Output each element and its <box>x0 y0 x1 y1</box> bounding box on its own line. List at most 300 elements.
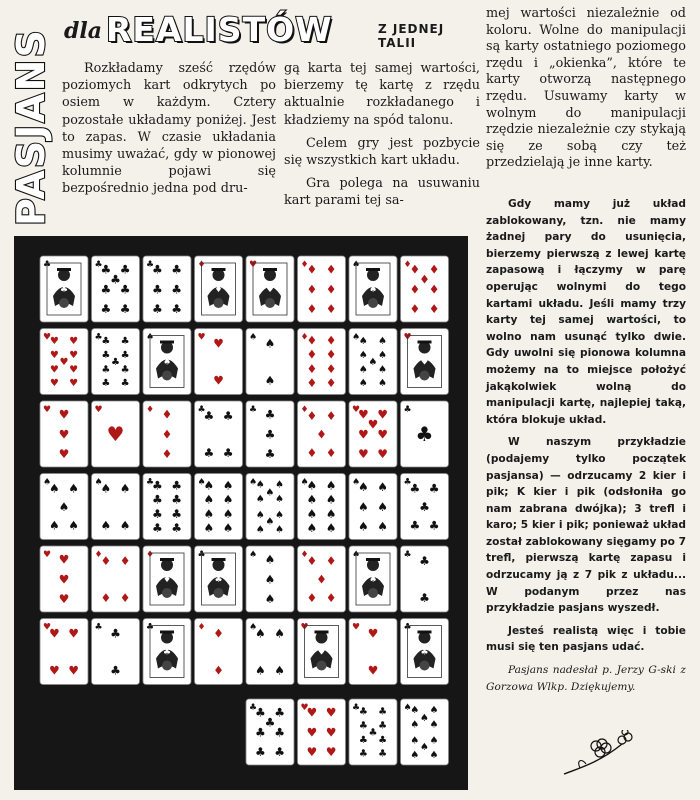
svg-text:♥: ♥ <box>377 427 388 442</box>
svg-text:♦: ♦ <box>300 332 309 343</box>
svg-text:♣: ♣ <box>428 481 440 496</box>
svg-text:♣: ♣ <box>274 745 285 760</box>
svg-text:♣: ♣ <box>419 499 430 514</box>
svg-text:♣: ♣ <box>403 405 412 415</box>
svg-text:♥: ♥ <box>58 572 70 587</box>
svg-text:♦: ♦ <box>325 282 337 297</box>
svg-text:♣: ♣ <box>378 706 388 718</box>
svg-text:♠: ♠ <box>146 332 155 343</box>
svg-text:♣: ♣ <box>171 282 182 297</box>
svg-text:♣: ♣ <box>409 481 421 496</box>
svg-text:♠: ♠ <box>378 378 388 390</box>
svg-text:♠: ♠ <box>222 492 234 507</box>
svg-text:♣: ♣ <box>119 302 131 317</box>
svg-text:♣: ♣ <box>264 715 276 730</box>
svg-text:♠: ♠ <box>58 499 70 514</box>
svg-text:♦: ♦ <box>100 590 112 605</box>
svg-text:♣: ♣ <box>101 378 111 390</box>
svg-text:♣: ♣ <box>171 507 182 522</box>
svg-text:♥: ♥ <box>49 349 59 361</box>
playing-card <box>92 619 140 685</box>
svg-text:♦: ♦ <box>306 408 318 423</box>
svg-text:♣: ♣ <box>264 407 276 422</box>
svg-text:♠: ♠ <box>255 494 265 506</box>
svg-text:♥: ♥ <box>317 647 326 658</box>
svg-text:♥: ♥ <box>358 427 369 442</box>
playing-card <box>40 619 88 685</box>
playing-card <box>40 256 88 322</box>
svg-text:♥: ♥ <box>420 357 429 368</box>
svg-text:♣: ♣ <box>358 734 368 746</box>
playing-card <box>246 619 294 685</box>
svg-text:♠: ♠ <box>274 663 285 678</box>
playing-card <box>401 401 449 467</box>
svg-text:♦: ♦ <box>197 260 206 270</box>
svg-text:♠: ♠ <box>429 735 439 747</box>
svg-text:♠: ♠ <box>410 750 420 762</box>
svg-text:♠: ♠ <box>377 519 388 534</box>
text-column-3 <box>486 6 686 178</box>
svg-text:♠: ♠ <box>203 520 215 535</box>
svg-text:♦: ♦ <box>428 302 440 317</box>
svg-text:♠: ♠ <box>377 499 388 514</box>
flower-ornament-icon <box>560 730 640 780</box>
svg-text:♦: ♦ <box>316 572 327 587</box>
header <box>62 8 482 54</box>
svg-text:♣: ♣ <box>249 405 258 415</box>
svg-text:♦: ♦ <box>325 362 337 377</box>
svg-text:♥: ♥ <box>213 336 224 351</box>
svg-text:♠: ♠ <box>352 550 361 560</box>
svg-text:♣: ♣ <box>152 492 163 507</box>
svg-text:♥: ♥ <box>69 335 79 347</box>
svg-text:♠: ♠ <box>162 357 172 368</box>
svg-text:♦: ♦ <box>409 262 421 277</box>
svg-text:♦: ♦ <box>306 553 318 568</box>
vertical-title-text: PASJANS <box>9 28 53 226</box>
svg-text:♠: ♠ <box>100 481 112 496</box>
playing-card <box>298 329 346 395</box>
svg-text:♠: ♠ <box>275 479 285 491</box>
svg-text:♠: ♠ <box>368 357 378 369</box>
svg-text:♥: ♥ <box>58 427 70 442</box>
svg-text:♣: ♣ <box>152 507 163 522</box>
svg-text:♠: ♠ <box>197 477 206 488</box>
svg-text:♣: ♣ <box>100 262 112 277</box>
svg-text:♣: ♣ <box>358 720 368 732</box>
svg-text:♠: ♠ <box>410 705 420 717</box>
text-column-4 <box>486 196 686 701</box>
svg-text:♣: ♣ <box>94 332 103 343</box>
svg-text:♥: ♥ <box>306 705 318 720</box>
playing-card <box>143 474 191 540</box>
svg-text:♠: ♠ <box>358 378 368 390</box>
svg-text:♠: ♠ <box>358 499 369 514</box>
svg-text:♥: ♥ <box>300 703 309 713</box>
svg-text:♣: ♣ <box>222 445 234 460</box>
svg-text:♣: ♣ <box>94 260 103 270</box>
text-column-1 <box>62 60 276 204</box>
svg-text:♣: ♣ <box>378 734 388 746</box>
paragraph: Gdy mamy już układ zablokowany, tzn. nie mamy żadnej pary do usunięcia, bierzemy pierwszą z lewej kartę zapasową i łączymy w parę operując wolnymi do tego kartami układu. Jeśli mamy trzy karty tej samej wartości, to wolno nam usunąć tylko dwie. Gdy uwolni się pionowa kolumna możemy na to miejsce położyć jakąkolwiek wolną do manipulacji kartę, najlepiej taką, która blokuje układ. <box>486 198 686 426</box>
svg-text:♣: ♣ <box>428 518 440 533</box>
svg-text:♠: ♠ <box>420 713 429 725</box>
svg-text:♥: ♥ <box>403 332 412 343</box>
svg-text:♣: ♣ <box>378 720 388 732</box>
playing-card <box>40 329 88 395</box>
svg-text:♥: ♥ <box>69 349 79 361</box>
paragraph: Jesteś realistą więc i tobie musi się ten pasjans udać. <box>486 624 686 654</box>
svg-text:♣: ♣ <box>378 748 388 760</box>
svg-text:♠: ♠ <box>300 477 309 488</box>
svg-text:♥: ♥ <box>43 332 52 343</box>
svg-text:♠: ♠ <box>203 478 215 493</box>
svg-text:♦: ♦ <box>306 445 318 460</box>
svg-text:♣: ♣ <box>119 262 131 277</box>
svg-text:♥: ♥ <box>58 592 70 607</box>
playing-card <box>143 401 191 467</box>
svg-text:♥: ♥ <box>49 626 60 641</box>
playing-card <box>246 474 294 540</box>
svg-text:♦: ♦ <box>325 347 337 362</box>
svg-text:♣: ♣ <box>203 408 215 423</box>
svg-text:♥: ♥ <box>325 745 337 760</box>
svg-text:♠: ♠ <box>429 705 439 717</box>
svg-text:♥: ♥ <box>59 357 69 369</box>
svg-text:♠: ♠ <box>264 552 276 567</box>
svg-text:♥: ♥ <box>43 405 52 415</box>
playing-card <box>246 699 294 765</box>
playing-card <box>40 546 88 612</box>
svg-text:♣: ♣ <box>274 705 285 720</box>
paragraph: Rozkładamy sześć rzędów poziomych kart odkrytych po osiem w każdym. Cztery pozostałe układamy poniżej. Jest to zapas. W czasie układania musimy uważać, gdy w pionowej kolumnie pojawi się bezpośrednio jedna pod dru- <box>62 61 276 197</box>
svg-text:♥: ♥ <box>69 364 79 376</box>
svg-text:♦: ♦ <box>119 590 131 605</box>
playing-card <box>349 619 397 685</box>
vertical-title <box>8 14 54 234</box>
svg-text:♦: ♦ <box>325 553 337 568</box>
playing-card <box>92 329 140 395</box>
svg-text:♥: ♥ <box>69 378 79 390</box>
svg-text:♦: ♦ <box>300 405 309 415</box>
svg-text:♦: ♦ <box>409 302 421 317</box>
svg-text:♦: ♦ <box>146 550 155 560</box>
playing-card <box>195 256 243 322</box>
svg-text:♥: ♥ <box>377 447 388 462</box>
svg-text:♠: ♠ <box>119 518 131 533</box>
svg-text:♠: ♠ <box>358 480 369 495</box>
svg-text:♠: ♠ <box>255 479 265 491</box>
svg-text:♦: ♦ <box>306 333 318 348</box>
svg-text:♣: ♣ <box>94 622 103 633</box>
svg-text:♠: ♠ <box>119 481 131 496</box>
svg-text:♥: ♥ <box>352 405 361 415</box>
svg-text:♣: ♣ <box>110 663 121 678</box>
svg-text:♥: ♥ <box>306 745 318 760</box>
svg-text:♣: ♣ <box>110 626 121 641</box>
playing-card <box>143 329 191 395</box>
svg-text:♣: ♣ <box>222 408 234 423</box>
svg-text:♣: ♣ <box>152 520 163 535</box>
svg-text:♦: ♦ <box>213 626 224 641</box>
svg-text:♦: ♦ <box>306 262 318 277</box>
svg-text:♣: ♣ <box>358 748 368 760</box>
svg-text:♦: ♦ <box>325 590 337 605</box>
svg-text:♥: ♥ <box>249 260 258 270</box>
svg-text:♠: ♠ <box>410 735 420 747</box>
playing-card <box>246 256 294 322</box>
svg-text:♠: ♠ <box>306 478 318 493</box>
svg-text:♠: ♠ <box>368 285 378 295</box>
svg-text:♦: ♦ <box>100 553 112 568</box>
svg-text:♦: ♦ <box>306 590 318 605</box>
playing-card <box>40 474 88 540</box>
header-dla: dla <box>64 18 102 44</box>
svg-text:♥: ♥ <box>367 663 379 678</box>
svg-text:♣: ♣ <box>419 590 430 605</box>
svg-text:♠: ♠ <box>255 663 266 678</box>
svg-text:♣: ♣ <box>111 357 120 369</box>
svg-text:♠: ♠ <box>429 719 439 731</box>
svg-text:♠: ♠ <box>420 742 429 754</box>
svg-text:♦: ♦ <box>161 427 173 442</box>
svg-text:♦: ♦ <box>162 575 172 585</box>
svg-text:♠: ♠ <box>378 335 388 347</box>
svg-text:♠: ♠ <box>203 492 215 507</box>
svg-text:♠: ♠ <box>249 622 258 633</box>
playing-card <box>92 546 140 612</box>
svg-text:♠: ♠ <box>49 481 60 496</box>
svg-text:♦: ♦ <box>300 260 309 270</box>
playing-card <box>195 619 243 685</box>
svg-text:♠: ♠ <box>255 524 265 536</box>
svg-text:♥: ♥ <box>367 626 379 641</box>
svg-text:♦: ♦ <box>161 407 173 422</box>
svg-text:♣: ♣ <box>162 647 172 658</box>
svg-text:♦: ♦ <box>409 282 421 297</box>
svg-text:♠: ♠ <box>275 494 285 506</box>
svg-text:♣: ♣ <box>171 262 182 277</box>
playing-card <box>349 401 397 467</box>
svg-text:♦: ♦ <box>403 260 412 270</box>
playing-card <box>195 546 243 612</box>
svg-text:♠: ♠ <box>265 516 275 528</box>
svg-text:♠: ♠ <box>255 510 265 522</box>
playing-card <box>92 256 140 322</box>
svg-text:♦: ♦ <box>213 663 224 678</box>
svg-text:♦: ♦ <box>325 408 337 423</box>
playing-card <box>298 699 346 765</box>
svg-text:♠: ♠ <box>358 364 368 376</box>
svg-text:♥: ♥ <box>68 663 79 678</box>
playing-card <box>401 546 449 612</box>
svg-text:♣: ♣ <box>152 282 163 297</box>
svg-text:♣: ♣ <box>110 272 121 287</box>
paragraph: Celem gry jest pozbycie się wszystkich kart układu. <box>284 135 480 169</box>
svg-text:♣: ♣ <box>120 349 130 361</box>
svg-text:♥: ♥ <box>49 378 59 390</box>
svg-text:♣: ♣ <box>120 364 130 376</box>
svg-text:♣: ♣ <box>101 349 111 361</box>
svg-text:♣: ♣ <box>171 302 182 317</box>
svg-text:♥: ♥ <box>49 663 60 678</box>
text-column-2 <box>284 60 480 216</box>
svg-text:♦: ♦ <box>161 447 173 462</box>
svg-text:♣: ♣ <box>197 550 206 560</box>
playing-card <box>401 329 449 395</box>
svg-text:♥: ♥ <box>49 364 59 376</box>
svg-text:♣: ♣ <box>358 706 368 718</box>
svg-text:♠: ♠ <box>264 592 276 607</box>
svg-text:♣: ♣ <box>420 647 429 658</box>
paragraph: mej wartości niezależnie od koloru. Wolne do manipulacji są karty ostatniego poziomego rzędu i „okienka”, które te karty otworzą następnego rzędu. Usuwamy karty w wolnym do manipulacji rzędzie niezależnie czy stykają się ze sobą czy też przedzielają je inne karty. <box>486 6 686 171</box>
svg-text:♦: ♦ <box>428 262 440 277</box>
svg-text:♣: ♣ <box>171 478 182 493</box>
svg-text:♣: ♣ <box>403 622 412 633</box>
playing-card <box>298 546 346 612</box>
svg-text:♦: ♦ <box>306 375 318 390</box>
svg-text:♠: ♠ <box>410 719 420 731</box>
svg-text:♣: ♣ <box>264 427 276 442</box>
playing-card <box>195 401 243 467</box>
svg-text:♣: ♣ <box>43 260 52 270</box>
svg-text:♦: ♦ <box>300 550 309 560</box>
svg-text:♣: ♣ <box>120 335 130 347</box>
svg-text:♠: ♠ <box>358 349 368 361</box>
svg-text:♥: ♥ <box>58 552 70 567</box>
svg-text:♥: ♥ <box>68 626 79 641</box>
svg-text:♠: ♠ <box>94 477 103 488</box>
svg-text:♠: ♠ <box>222 507 234 522</box>
svg-text:♠: ♠ <box>358 519 369 534</box>
svg-text:♣: ♣ <box>409 518 421 533</box>
svg-text:♥: ♥ <box>94 405 103 415</box>
svg-text:♠: ♠ <box>325 492 337 507</box>
svg-text:♠: ♠ <box>264 373 276 388</box>
svg-text:♥: ♥ <box>213 373 224 388</box>
svg-text:♦: ♦ <box>146 405 155 415</box>
playing-card <box>195 329 243 395</box>
svg-text:♠: ♠ <box>249 550 258 560</box>
svg-text:♦: ♦ <box>325 262 337 277</box>
svg-text:♣: ♣ <box>203 445 215 460</box>
playing-card <box>298 619 346 685</box>
svg-text:♠: ♠ <box>325 478 337 493</box>
playing-card <box>246 401 294 467</box>
svg-text:♣: ♣ <box>59 285 69 295</box>
svg-text:♠: ♠ <box>43 477 52 488</box>
svg-text:♣: ♣ <box>119 282 131 297</box>
paragraph: W naszym przykładzie (podajemy tylko początek pasjansa) — odrzucamy 2 kier i pik; K kier i pik (odsłoniła go nam zabrana dwójka); 3 trefl i karo; 5 kier i pik; ponieważ układ został zablokowany sięgamy po 7 trefl, pierwszą kartę zapasu i odrzucamy ją z 7 pik z układu... W podanym przez nas przykładzie pasjans wyszedł. <box>486 436 686 615</box>
svg-text:♠: ♠ <box>274 626 285 641</box>
svg-text:♠: ♠ <box>306 520 318 535</box>
svg-text:♣: ♣ <box>368 727 378 739</box>
svg-text:♣: ♣ <box>100 282 112 297</box>
playing-card <box>349 329 397 395</box>
svg-text:♠: ♠ <box>358 335 368 347</box>
svg-text:♣: ♣ <box>255 725 266 740</box>
paragraph: Gra polega na usuwaniu kart parami tej sa- <box>284 176 480 209</box>
svg-text:♣: ♣ <box>146 260 155 270</box>
svg-text:♣: ♣ <box>171 492 182 507</box>
svg-text:♥: ♥ <box>377 407 388 422</box>
svg-text:♣: ♣ <box>100 302 112 317</box>
playing-card <box>401 619 449 685</box>
svg-text:♥: ♥ <box>43 622 52 633</box>
playing-card <box>298 256 346 322</box>
svg-text:♠: ♠ <box>377 480 388 495</box>
playing-card <box>40 401 88 467</box>
header-subtitle: Z JEDNEJ TALII <box>378 22 445 50</box>
svg-text:♥: ♥ <box>325 705 337 720</box>
svg-text:♠: ♠ <box>222 478 234 493</box>
svg-text:♣: ♣ <box>146 622 155 633</box>
svg-text:♠: ♠ <box>352 477 361 488</box>
svg-text:♦: ♦ <box>325 333 337 348</box>
svg-text:♦: ♦ <box>94 550 103 560</box>
svg-text:♦: ♦ <box>197 622 206 633</box>
svg-text:♠: ♠ <box>378 364 388 376</box>
svg-text:♦: ♦ <box>316 427 327 442</box>
svg-text:♠: ♠ <box>255 626 266 641</box>
signature: Pasjans nadesłał p. Jerzy G-ski z Gorzowa Wlkp. Dziękujemy. <box>486 664 686 693</box>
svg-text:♣: ♣ <box>101 364 111 376</box>
svg-text:♣: ♣ <box>249 703 258 713</box>
playing-card <box>143 546 191 612</box>
svg-text:♣: ♣ <box>214 575 223 585</box>
svg-text:♦: ♦ <box>306 347 318 362</box>
playing-card <box>401 474 449 540</box>
svg-text:♣: ♣ <box>419 553 430 568</box>
svg-text:♥: ♥ <box>49 335 59 347</box>
svg-text:♠: ♠ <box>306 492 318 507</box>
svg-text:♠: ♠ <box>306 507 318 522</box>
svg-text:♣: ♣ <box>101 335 111 347</box>
svg-text:♣: ♣ <box>255 745 266 760</box>
svg-text:♥: ♥ <box>325 725 337 740</box>
svg-text:♥: ♥ <box>367 417 379 432</box>
svg-text:♠: ♠ <box>222 520 234 535</box>
svg-text:♠: ♠ <box>378 349 388 361</box>
svg-text:♠: ♠ <box>352 260 361 270</box>
svg-text:♥: ♥ <box>58 407 70 422</box>
svg-text:♥: ♥ <box>197 332 206 343</box>
paragraph: gą karta tej samej wartości, bierzemy tę kartę z rzędu aktualnie rozkładanego i kładziemy na spód talonu. <box>284 61 480 128</box>
svg-text:♠: ♠ <box>249 477 258 488</box>
svg-text:♣: ♣ <box>274 725 285 740</box>
svg-text:♠: ♠ <box>49 518 60 533</box>
playing-card <box>92 474 140 540</box>
header-title: REALISTÓW <box>106 10 333 49</box>
svg-text:♠: ♠ <box>68 518 79 533</box>
svg-text:♦: ♦ <box>419 272 430 287</box>
svg-text:♥: ♥ <box>352 622 361 633</box>
svg-text:♥: ♥ <box>300 622 309 633</box>
playing-card <box>401 256 449 322</box>
svg-text:♠: ♠ <box>275 510 285 522</box>
svg-text:♠: ♠ <box>368 575 378 585</box>
svg-text:♠: ♠ <box>264 572 276 587</box>
svg-text:♣: ♣ <box>255 705 266 720</box>
playing-card <box>246 329 294 395</box>
svg-text:♣: ♣ <box>403 550 412 560</box>
svg-text:♣: ♣ <box>120 378 130 390</box>
svg-text:♥: ♥ <box>358 407 369 422</box>
svg-text:♦: ♦ <box>306 302 318 317</box>
svg-text:♦: ♦ <box>306 282 318 297</box>
svg-text:♦: ♦ <box>428 282 440 297</box>
svg-text:♥: ♥ <box>106 422 125 447</box>
